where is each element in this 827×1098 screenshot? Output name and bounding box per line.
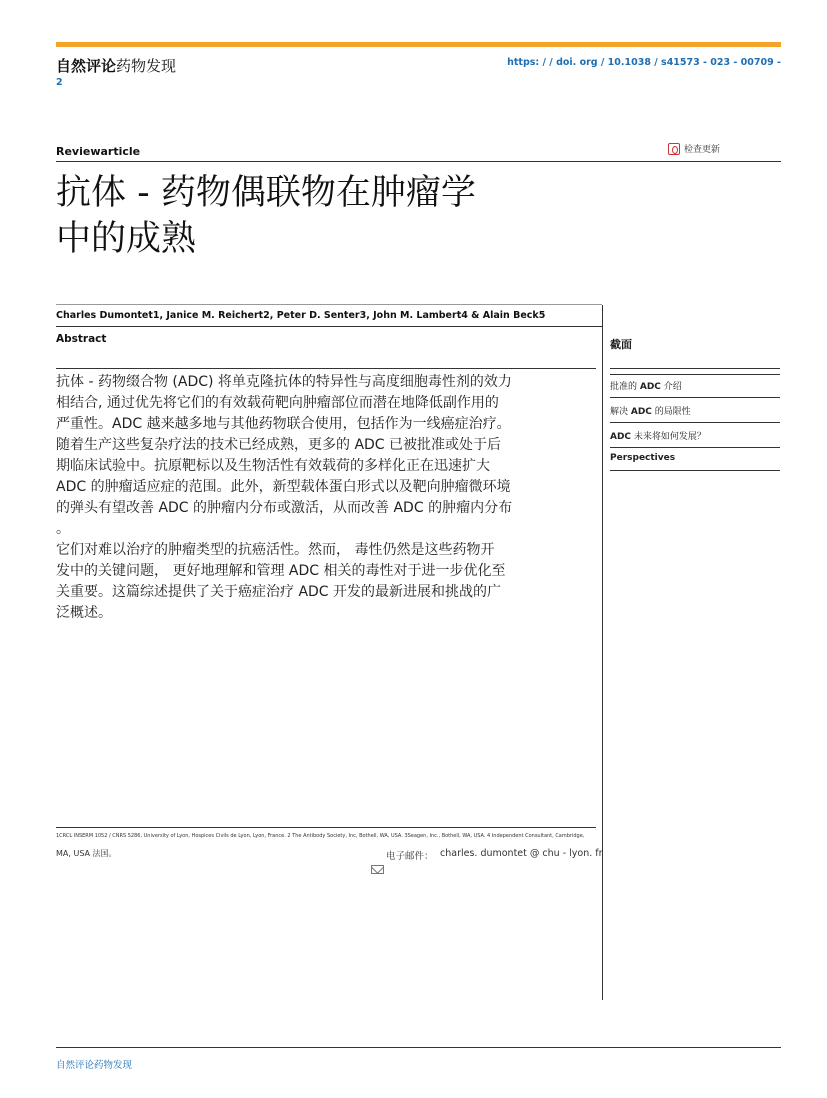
section-divider <box>610 422 780 423</box>
abstract-heading: Abstract <box>56 333 107 345</box>
author-list: Charles Dumontet1, Janice M. Reichert2, Peter D. Senter3, John M. Lambert4 & Alain Beck5 <box>56 310 546 321</box>
sections-rule-top-2 <box>610 374 780 375</box>
article-title: 抗体 - 药物偶联物在肿瘤学 中的成熟 <box>56 173 476 259</box>
sections-heading: 截面 <box>610 338 632 351</box>
journal-name: 自然评论药物发现 <box>56 57 177 75</box>
doi-link-continued[interactable]: 2 <box>56 77 63 88</box>
article-type: Reviewarticle <box>56 145 141 158</box>
email-link[interactable]: charles. dumontet @ chu - lyon. fr <box>440 848 603 859</box>
top-accent-bar <box>56 42 781 47</box>
affiliations-text: 1CRCL INSERM 1052 / CNRS 5286, University of Lyon, Hospices Civils de Lyon, Lyon, France. 2 The Antibody Society, Inc, Bothell, WA, USA. 3Seagen, Inc., Bothell, WA, USA. 4 Independent Consultant, Cambridge, <box>56 833 585 839</box>
footer-rule <box>56 1047 781 1048</box>
abstract-rule <box>56 368 596 369</box>
email-label: 电子邮件： <box>386 851 434 862</box>
section-link-limitations[interactable]: 解决 ADC 的局限性 <box>610 407 691 417</box>
section-divider <box>610 470 780 471</box>
section-link-approved-adcs[interactable]: 批准的 ADC 介绍 <box>610 382 682 392</box>
column-divider <box>602 305 603 1000</box>
header-rule <box>56 161 781 162</box>
sections-rule-top <box>610 368 780 369</box>
crossmark-icon <box>668 143 680 155</box>
title-rule <box>56 304 602 305</box>
abstract-text: 抗体 - 药物缀合物 (ADC) 将单克隆抗体的特异性与高度细胞毒性剂的效力 相结合, 通过优先将它们的有效载荷靶向肿瘤部位而潜在地降低副作用的 严重性。ADC 越来越多地与其他药物联合使用，包括作为一线癌症治疗。 随着生产这些复杂疗法的技术已经成熟，更多的 ADC 已被批准或处于后 期临床试验中。抗原靶标以及生物活性有效载荷的多样化正在迅速扩大 ADC 的肿瘤适应症的范围。此外，新型载体蛋白形式以及靶向肿瘤微环境 的弹头有望改善 ADC 的肿瘤内分布或激活，从而改善 ADC 的肿瘤内分布 。 它们对难以治疗的肿瘤类型的抗癌活性。然而， 毒性仍然是这些药物开 发中的关键问题， 更好地理解和管理 ADC 相关的毒性对于进一步优化至 关重要。这篇综述提供了关于癌症治疗 ADC 开发的最新进展和挑战的广 泛概述。 <box>56 374 513 621</box>
footer-journal: 自然评论药物发现 <box>56 1060 133 1071</box>
section-divider <box>610 447 780 448</box>
affiliations-country: MA, USA 法国。 <box>56 849 117 858</box>
mail-icon <box>371 865 384 874</box>
check-updates-button[interactable] <box>668 142 720 155</box>
section-link-future[interactable]: ADC 未来将如何发展？ <box>610 432 706 442</box>
check-updates-label: 检查更新 <box>684 145 721 155</box>
section-divider <box>610 397 780 398</box>
doi-link[interactable]: https: / / doi. org / 10.1038 / s41573 - 023 - 00709 - <box>507 57 781 68</box>
section-link-perspectives[interactable]: Perspectives <box>610 453 676 463</box>
affiliations-rule <box>56 827 596 828</box>
authors-rule <box>56 326 602 327</box>
